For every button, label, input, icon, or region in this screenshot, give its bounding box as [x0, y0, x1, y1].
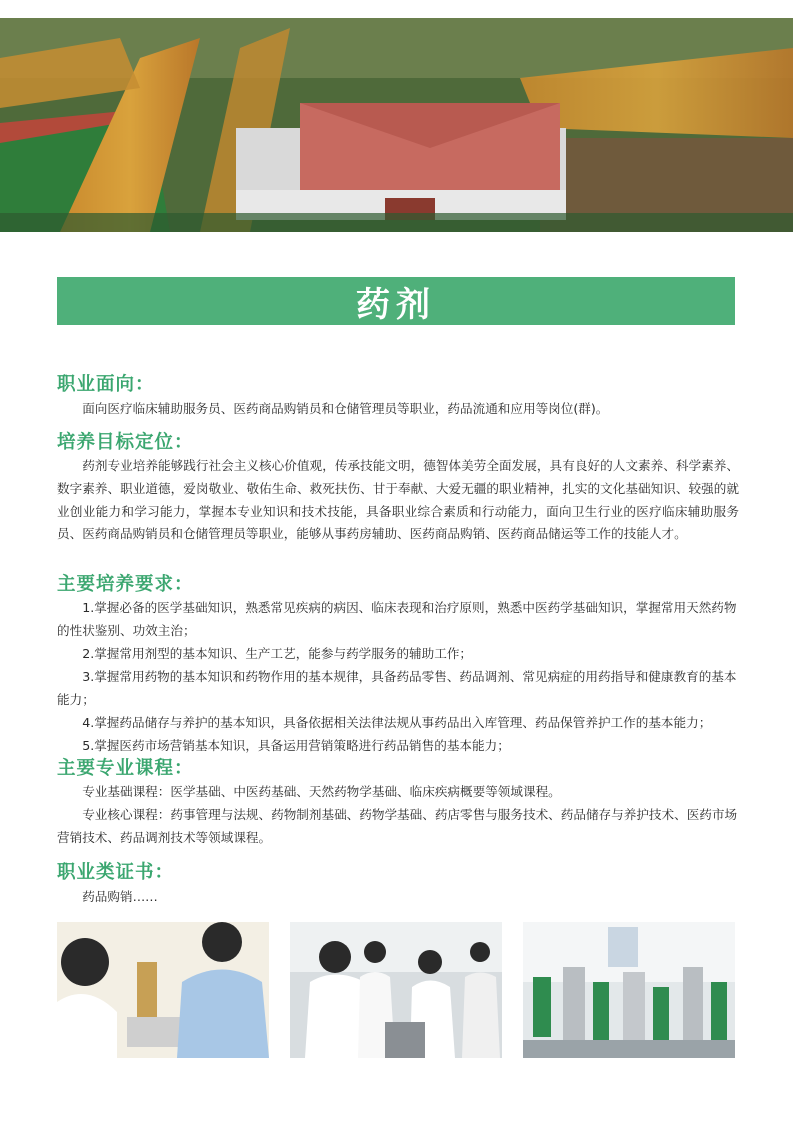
- requirement-item-4: 4.掌握药品储存与养护的基本知识，具备依据相关法律法规从事药品出入库管理、药品保管养护工作的基本能力；: [82, 715, 712, 730]
- goal-text: 药剂专业培养能够践行社会主义核心价值观，传承技能文明，德智体美劳全面发展，具有良好的人文素养、科学素养、数字素养、职业道德，爱岗敬业、敬佑生命、救死扶伤、甘于奉献、大爱无疆的职业精神，扎实的文化基础知识、较强的就业创业能力和学习能力，掌握本专业知识和技术技能，具备职业综合素质和行动能力，面向卫生行业的医疗临床辅助服务员、医药商品购销员和仓储管理员等职业，能够从事药房辅助、医药商品购销、医药商品储运等工作的技能人才。: [57, 458, 739, 542]
- lab-photo-3: [523, 922, 735, 1058]
- requirement-item-2: 2.掌握常用剂型的基本知识、生产工艺，能参与药学服务的辅助工作；: [82, 646, 473, 661]
- career-heading: 职业面向：: [57, 374, 155, 395]
- basic-courses: 专业基础课程：医学基础、中医药基础、天然药物学基础、临床疾病概要等领域课程。: [82, 784, 561, 799]
- courses-heading: 主要专业课程：: [57, 758, 194, 779]
- lab-photo-2: [290, 922, 502, 1058]
- goal-heading: 培养目标定位：: [57, 432, 194, 453]
- page-title-bar: [57, 277, 735, 325]
- core-courses: 专业核心课程：药事管理与法规、药物制剂基础、药物学基础、药店零售与服务技术、药品储存与养护技术、医药市场营销技术、药品调剂技术等领域课程。: [57, 807, 738, 845]
- certificates-heading: 职业类证书：: [57, 862, 175, 883]
- requirement-item-1: 1.掌握必备的医学基础知识，熟悉常见疾病的病因、临床表现和治疗原则，熟悉中医药学基础知识，掌握常用天然药物的性状鉴别、功效主治；: [57, 600, 737, 638]
- requirements-heading: 主要培养要求：: [57, 574, 194, 595]
- page-title: 药剂: [356, 284, 436, 325]
- hero-campus-photo: [0, 18, 793, 232]
- certificates-text: 药品购销……: [82, 889, 158, 904]
- lab-photo-1: [57, 922, 269, 1058]
- career-text: 面向医疗临床辅助服务员、医药商品购销员和仓储管理员等职业，药品流通和应用等岗位(群)。: [82, 401, 609, 416]
- requirement-item-5: 5.掌握医药市场营销基本知识，具备运用营销策略进行药品销售的基本能力；: [82, 738, 510, 753]
- requirement-item-3: 3.掌握常用药物的基本知识和药物作用的基本规律，具备药品零售、药品调剂、常见病症的用药指导和健康教育的基本能力；: [57, 669, 737, 707]
